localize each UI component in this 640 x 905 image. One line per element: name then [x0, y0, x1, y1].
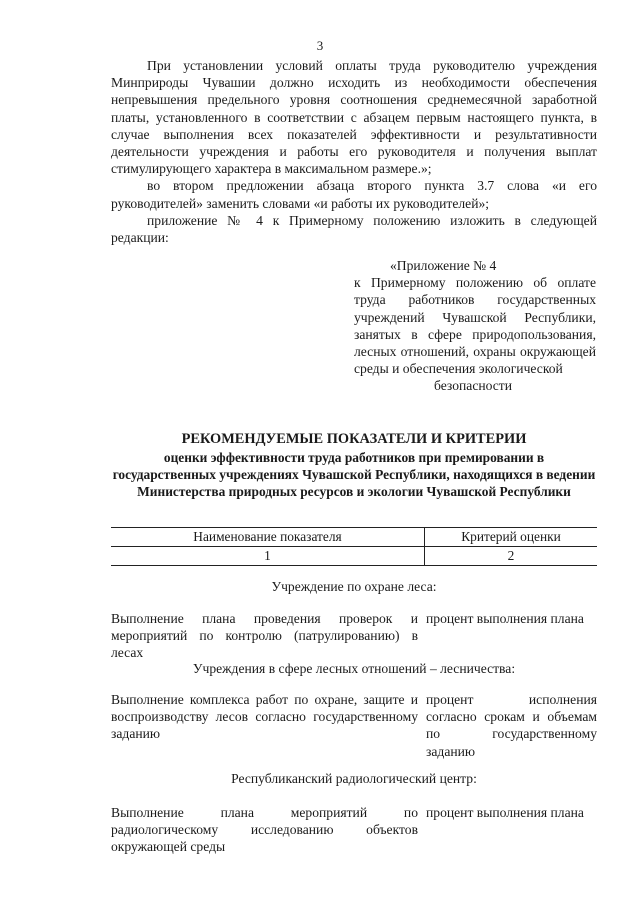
criterion-cell: процент исполнения согласно срокам и объемам по государственному заданию: [426, 692, 597, 759]
column-header-criterion: Критерий оценки: [425, 528, 598, 547]
intro-text: [111, 57, 597, 246]
appendix-heading: «Приложение № 4: [390, 258, 497, 273]
intro-paragraph: приложение № 4 к Примерному положению изложить в следующей редакции:: [111, 212, 597, 246]
appendix-tail: безопасности: [434, 378, 513, 394]
criterion-cell: процент выполнения плана: [426, 611, 584, 626]
indicator-cell: Выполнение комплекса работ по охране, защите и воспроизводству лесов согласно государственному заданию: [111, 692, 418, 742]
page-number: 3: [316, 38, 324, 53]
document-title: [111, 431, 597, 500]
title-main: РЕКОМЕНДУЕМЫЕ ПОКАЗАТЕЛИ И КРИТЕРИИ: [181, 431, 527, 447]
title-subtitle: оценки эффективности труда работников при премировании в государственных учреждениях Чувашской Республики, находящихся в ведении Министерства природных ресурсов и экологии Чувашской Республики: [112, 450, 596, 499]
column-number-2: 2: [425, 547, 598, 566]
indicator-cell: Выполнение плана мероприятий по радиологическому исследованию объектов окружающей среды: [111, 805, 418, 855]
criteria-table-header: [111, 527, 597, 566]
section-title: Учреждение по охране леса:: [271, 579, 437, 594]
section-title: Учреждения в сфере лесных отношений – лесничества:: [192, 661, 516, 676]
column-number-1: 1: [111, 547, 425, 566]
intro-paragraph: во втором предложении абзаца второго пункта 3.7 слова «и его руководителей» заменить словами «и работы их руководителей»;: [111, 178, 597, 211]
appendix-body: к Примерному положению об оплате труда работников государственных учреждений Чувашской Республики, занятых в сфере природопользования, лесных отношений, охраны окружающей среды и обеспечения экологической: [354, 275, 596, 377]
intro-paragraph: При установлении условий оплаты труда руководителю учреждения Минприроды Чувашии должно исходить из необходимости обеспечения непревышения предельного уровня соотношения среднемесячной заработной платы, установленного в соответствии с абзацем первым настоящего пункта, в случае выполнения всех показателей эффективности и результативности деятельности учреждения и работы его руководителя и получения выплат стимулирующего характера в максимальном размере.»;: [111, 58, 597, 177]
appendix-reference: [354, 257, 596, 395]
column-header-indicator: Наименование показателя: [111, 528, 425, 547]
criterion-cell: процент выполнения плана: [426, 805, 584, 820]
indicator-cell: Выполнение плана проведения проверок и мероприятий по контролю (патрулированию) в лесах: [111, 611, 418, 661]
section-title: Республиканский радиологический центр:: [231, 771, 477, 786]
